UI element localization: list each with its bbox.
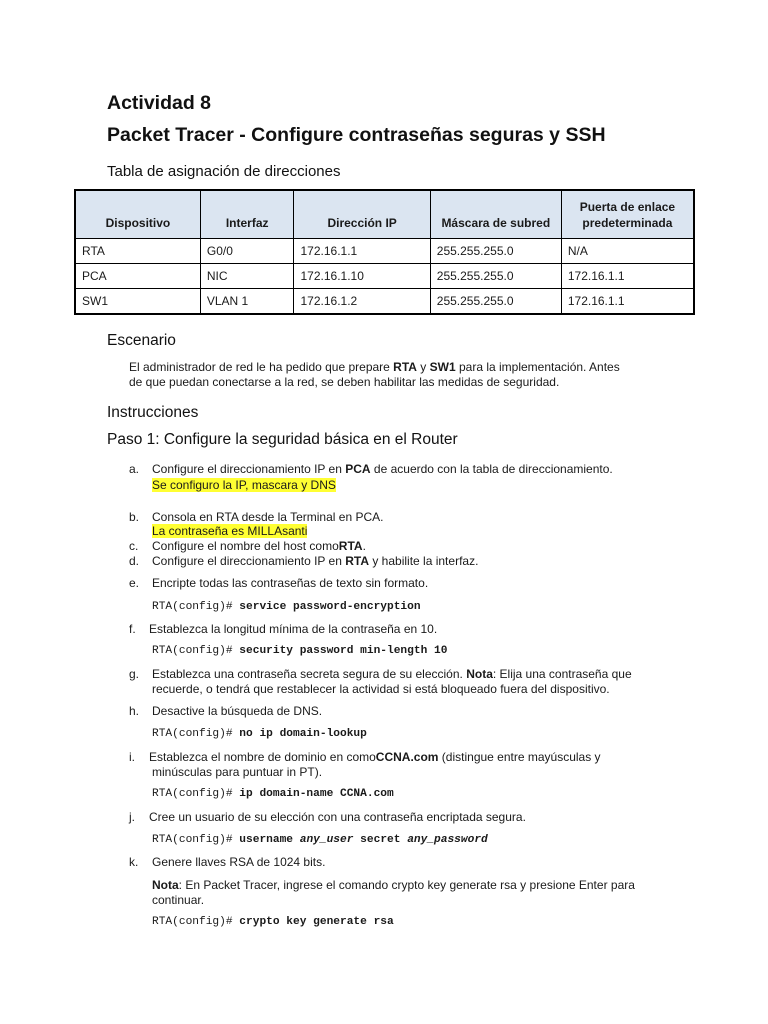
command-text: no ip domain-lookup: [239, 728, 367, 740]
table-cell: 255.255.255.0: [430, 289, 561, 315]
command-text: ip domain-name CCNA.com: [239, 788, 394, 800]
item-text: (distingue entre mayúsculas y: [438, 750, 601, 764]
item-c-text: [152, 539, 366, 554]
command-line: [152, 833, 488, 847]
table-cell: 172.16.1.2: [294, 289, 430, 315]
item-label: e.: [129, 576, 140, 590]
item-text: Establezca una contraseña secreta segura de su elección.: [152, 667, 467, 681]
scenario-text: y: [416, 360, 430, 374]
table-cell: NIC: [200, 264, 294, 289]
item-text: Configure el direccionamiento IP en: [152, 554, 346, 568]
scenario-text: El administrador de red le ha pedido que prepare: [129, 360, 394, 374]
item-a-note: [152, 478, 336, 493]
table-cell: PCA: [75, 264, 200, 289]
item-text: .: [362, 539, 366, 553]
column-header: Máscara de subred: [430, 190, 561, 239]
command-text: username: [239, 834, 294, 846]
item-k-text: Genere llaves RSA de 1024 bits.: [152, 855, 326, 869]
item-text: Establezca el nombre de dominio en como: [149, 750, 376, 764]
scenario-paragraph: [129, 360, 669, 390]
command-text: secret: [360, 834, 401, 846]
table-cell: 255.255.255.0: [430, 239, 561, 264]
table-cell: RTA: [75, 239, 200, 264]
item-text: y habilite la interfaz.: [369, 554, 479, 568]
table-cell: N/A: [561, 239, 694, 264]
item-label: c.: [129, 539, 139, 553]
item-bold: PCA: [345, 462, 371, 476]
item-k-note: [152, 878, 635, 893]
command-text: security password min-length 10: [239, 645, 448, 657]
table-cell: 172.16.1.1: [294, 239, 430, 264]
item-bold: RTA: [338, 539, 363, 553]
command-prompt: RTA(config)#: [152, 728, 233, 740]
command-text: service password-encryption: [239, 601, 421, 613]
item-text: Configure el direccionamiento IP en: [152, 462, 346, 476]
item-f-text: Establezca la longitud mínima de la contraseña en 10.: [149, 622, 438, 636]
item-label: g.: [129, 667, 140, 681]
highlighted-note: Se configuro la IP, mascara y DNS: [152, 478, 336, 492]
item-g-text-2: recuerde, o tendrá que restablecer la actividad si está bloqueado fuera del dispositivo.: [152, 682, 610, 696]
command-prompt: RTA(config)#: [152, 601, 233, 613]
command-line: [152, 600, 421, 614]
item-bold: Nota: [152, 878, 179, 892]
item-bold: RTA: [345, 554, 370, 568]
item-i-text-2: minúsculas para puntuar in PT).: [152, 765, 323, 779]
item-text: Configure el nombre del host como: [152, 539, 339, 553]
command-argument: any_user: [299, 834, 354, 846]
page-title: Packet Tracer - Configure contraseñas seguras y SSH: [107, 124, 606, 146]
scenario-text: de que puedan conectarse a la red, se deben habilitar las medidas de seguridad.: [129, 375, 560, 389]
table-cell: VLAN 1: [200, 289, 294, 315]
item-text: : En Packet Tracer, ingrese el comando crypto key generate rsa y presione Enter para: [178, 878, 635, 892]
table-header-row: [75, 190, 694, 239]
scenario-sw1: SW1: [429, 360, 456, 374]
item-label: f.: [129, 622, 136, 636]
item-e-text: Encripte todas las contraseñas de texto sin formato.: [152, 576, 429, 590]
item-text: de acuerdo con la tabla de direccionamiento.: [370, 462, 613, 476]
column-header: Puerta de enlace predeterminada: [561, 190, 694, 239]
table-cell: 172.16.1.10: [294, 264, 430, 289]
item-bold: Nota: [466, 667, 493, 681]
column-header: Interfaz: [200, 190, 294, 239]
item-d-text: [152, 554, 478, 569]
item-label: h.: [129, 704, 140, 718]
item-a-text: [152, 462, 613, 477]
table-row: [75, 264, 694, 289]
item-h-text: Desactive la búsqueda de DNS.: [152, 704, 323, 718]
item-bold: CCNA.com: [375, 750, 439, 764]
command-prompt: RTA(config)#: [152, 834, 233, 846]
command-line: [152, 787, 394, 801]
item-i-text: [149, 750, 601, 765]
command-line: [152, 727, 367, 741]
command-text: crypto key generate rsa: [239, 916, 394, 928]
item-label: d.: [129, 554, 140, 568]
column-header: Dispositivo: [75, 190, 200, 239]
scenario-heading: Escenario: [107, 332, 176, 349]
item-label: b.: [129, 510, 140, 524]
item-text: : Elija una contraseña que: [492, 667, 632, 681]
table-cell: 255.255.255.0: [430, 264, 561, 289]
item-label: j.: [129, 810, 135, 824]
item-k-note-2: continuar.: [152, 893, 205, 907]
column-header: Dirección IP: [294, 190, 430, 239]
table-cell: 172.16.1.1: [561, 264, 694, 289]
table-cell: SW1: [75, 289, 200, 315]
command-argument: any_password: [407, 834, 488, 846]
command-prompt: RTA(config)#: [152, 788, 233, 800]
item-b-text: Consola en RTA desde la Terminal en PCA.: [152, 510, 384, 524]
table-heading: Tabla de asignación de direcciones: [107, 163, 341, 180]
item-label: a.: [129, 462, 140, 476]
item-label: k.: [129, 855, 139, 869]
scenario-rta: RTA: [393, 360, 417, 374]
command-line: [152, 915, 394, 929]
command-prompt: RTA(config)#: [152, 916, 233, 928]
table-row: [75, 289, 694, 315]
table-row: [75, 239, 694, 264]
instructions-heading: Instrucciones: [107, 404, 199, 421]
address-table: [74, 189, 695, 315]
scenario-text: para la implementación. Antes: [455, 360, 620, 374]
step1-heading: Paso 1: Configure la seguridad básica en el Router: [107, 431, 458, 448]
highlighted-note: La contraseña es MILLAsanti: [152, 524, 308, 538]
command-line: [152, 644, 447, 658]
item-b-note: [152, 524, 307, 539]
item-j-text: Cree un usuario de su elección con una contraseña encriptada segura.: [149, 810, 526, 824]
command-prompt: RTA(config)#: [152, 645, 233, 657]
table-cell: 172.16.1.1: [561, 289, 694, 315]
table-cell: G0/0: [200, 239, 294, 264]
item-g-text: [152, 667, 632, 682]
activity-title: Actividad 8: [107, 92, 212, 114]
item-label: i.: [129, 750, 135, 764]
